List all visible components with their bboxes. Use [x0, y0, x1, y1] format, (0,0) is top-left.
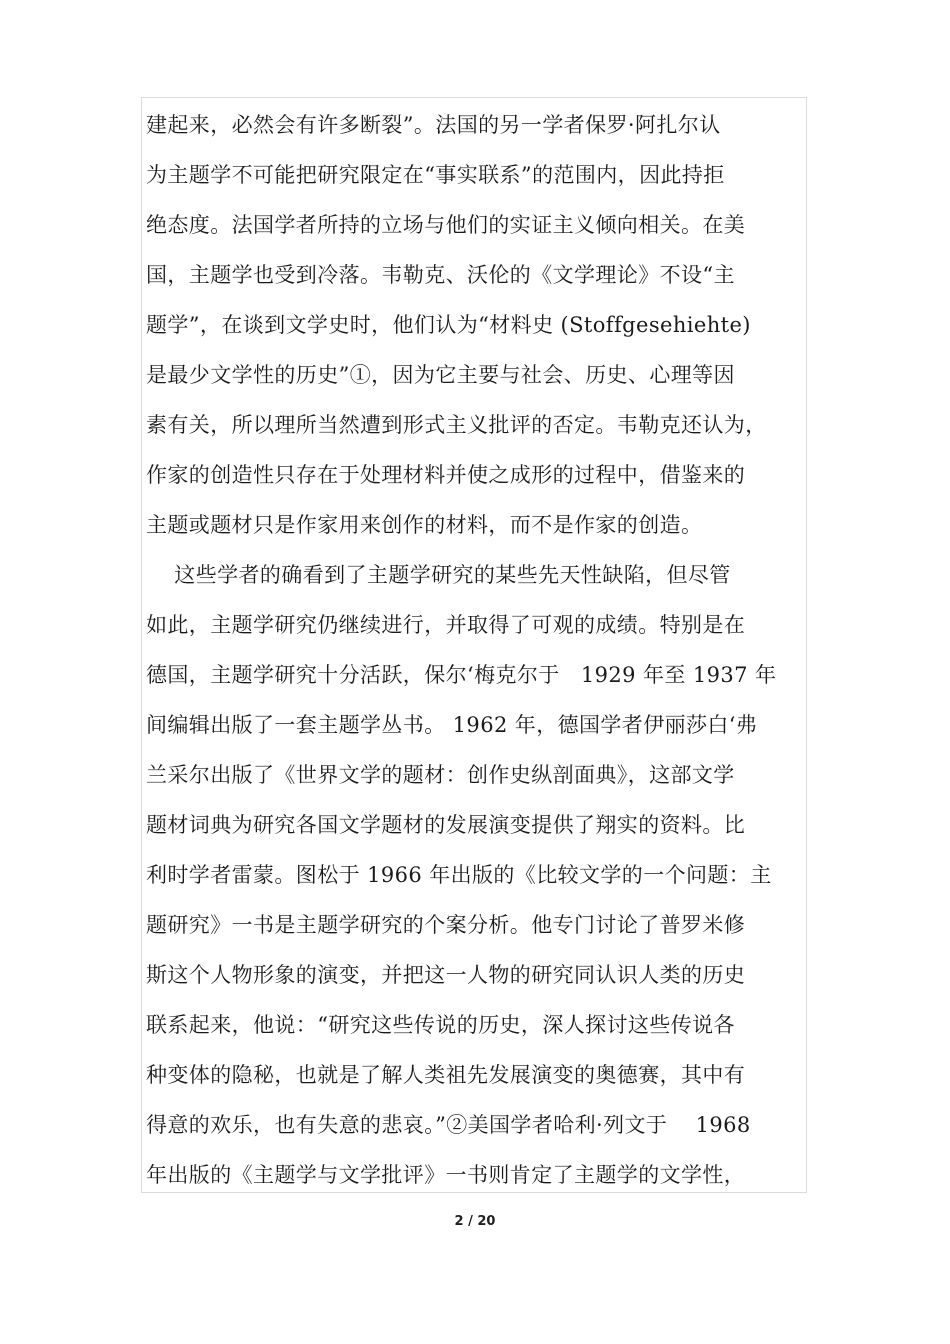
text-line: 是最少文学性的历史”①，因为它主要与社会、历史、心理等因: [146, 363, 735, 387]
body-text: [146, 100, 806, 1200]
text-line: 主题或题材只是作家用来创作的材料，而不是作家的创造。: [146, 513, 703, 537]
text-line: 绝态度。法国学者所持的立场与他们的实证主义倾向相关。在美: [146, 213, 746, 237]
text-line: 这些学者的确看到了主题学研究的某些先天性缺陷，但尽管: [146, 563, 731, 587]
text-line: 利时学者雷蒙。图松于 1966 年出版的《比较文学的一个问题：主: [146, 863, 772, 887]
text-line: 国，主题学也受到冷落。韦勒克、沃伦的《文学理论》不设“主: [146, 263, 735, 287]
text-line: 作家的创造性只存在于处理材料并使之成形的过程中，借鉴来的: [146, 463, 746, 487]
text-line: 建起来，必然会有许多断裂”。法国的另一学者保罗·阿扎尔认: [146, 113, 721, 137]
text-line: 如此，主题学研究仍继续进行，并取得了可观的成绩。特别是在: [146, 613, 746, 637]
text-line: 德国，主题学研究十分活跃，保尔‘梅克尔于 1929 年至 1937 年: [146, 663, 777, 687]
text-line: 题材词典为研究各国文学题材的发展演变提供了翔实的资料。比: [146, 813, 746, 837]
text-line: 题研究》一书是主题学研究的个案分析。他专门讨论了普罗米修: [146, 913, 746, 937]
text-line: 素有关，所以理所当然遭到形式主义批评的否定。韦勒克还认为，: [146, 413, 767, 437]
text-line: 得意的欢乐，也有失意的悲哀。”②美国学者哈利·列文于 1968: [146, 1113, 751, 1137]
text-line: 间编辑出版了一套主题学丛书。 1962 年，德国学者伊丽莎白‘弗: [146, 713, 758, 737]
text-line: 为主题学不可能把研究限定在“事实联系”的范围内，因此持拒: [146, 163, 725, 187]
text-line: 种变体的隐秘，也就是了解人类祖先发展演变的奥德赛，其中有: [146, 1063, 746, 1087]
page-number: 2 / 20: [454, 1214, 496, 1229]
text-line: 兰采尔出版了《世界文学的题材：创作史纵剖面典》，这部文学: [146, 763, 735, 787]
text-line: 题学”，在谈到文学史时，他们认为“材料史 (Stoffgesehiehte): [146, 313, 751, 337]
text-line: 联系起来，他说：“研究这些传说的历史，深人探讨这些传说各: [146, 1013, 735, 1037]
text-line: 年出版的《主题学与文学批评》一书则肯定了主题学的文学性，: [146, 1163, 746, 1187]
text-line: 斯这个人物形象的演变，并把这一人物的研究同认识人类的历史: [146, 963, 746, 987]
